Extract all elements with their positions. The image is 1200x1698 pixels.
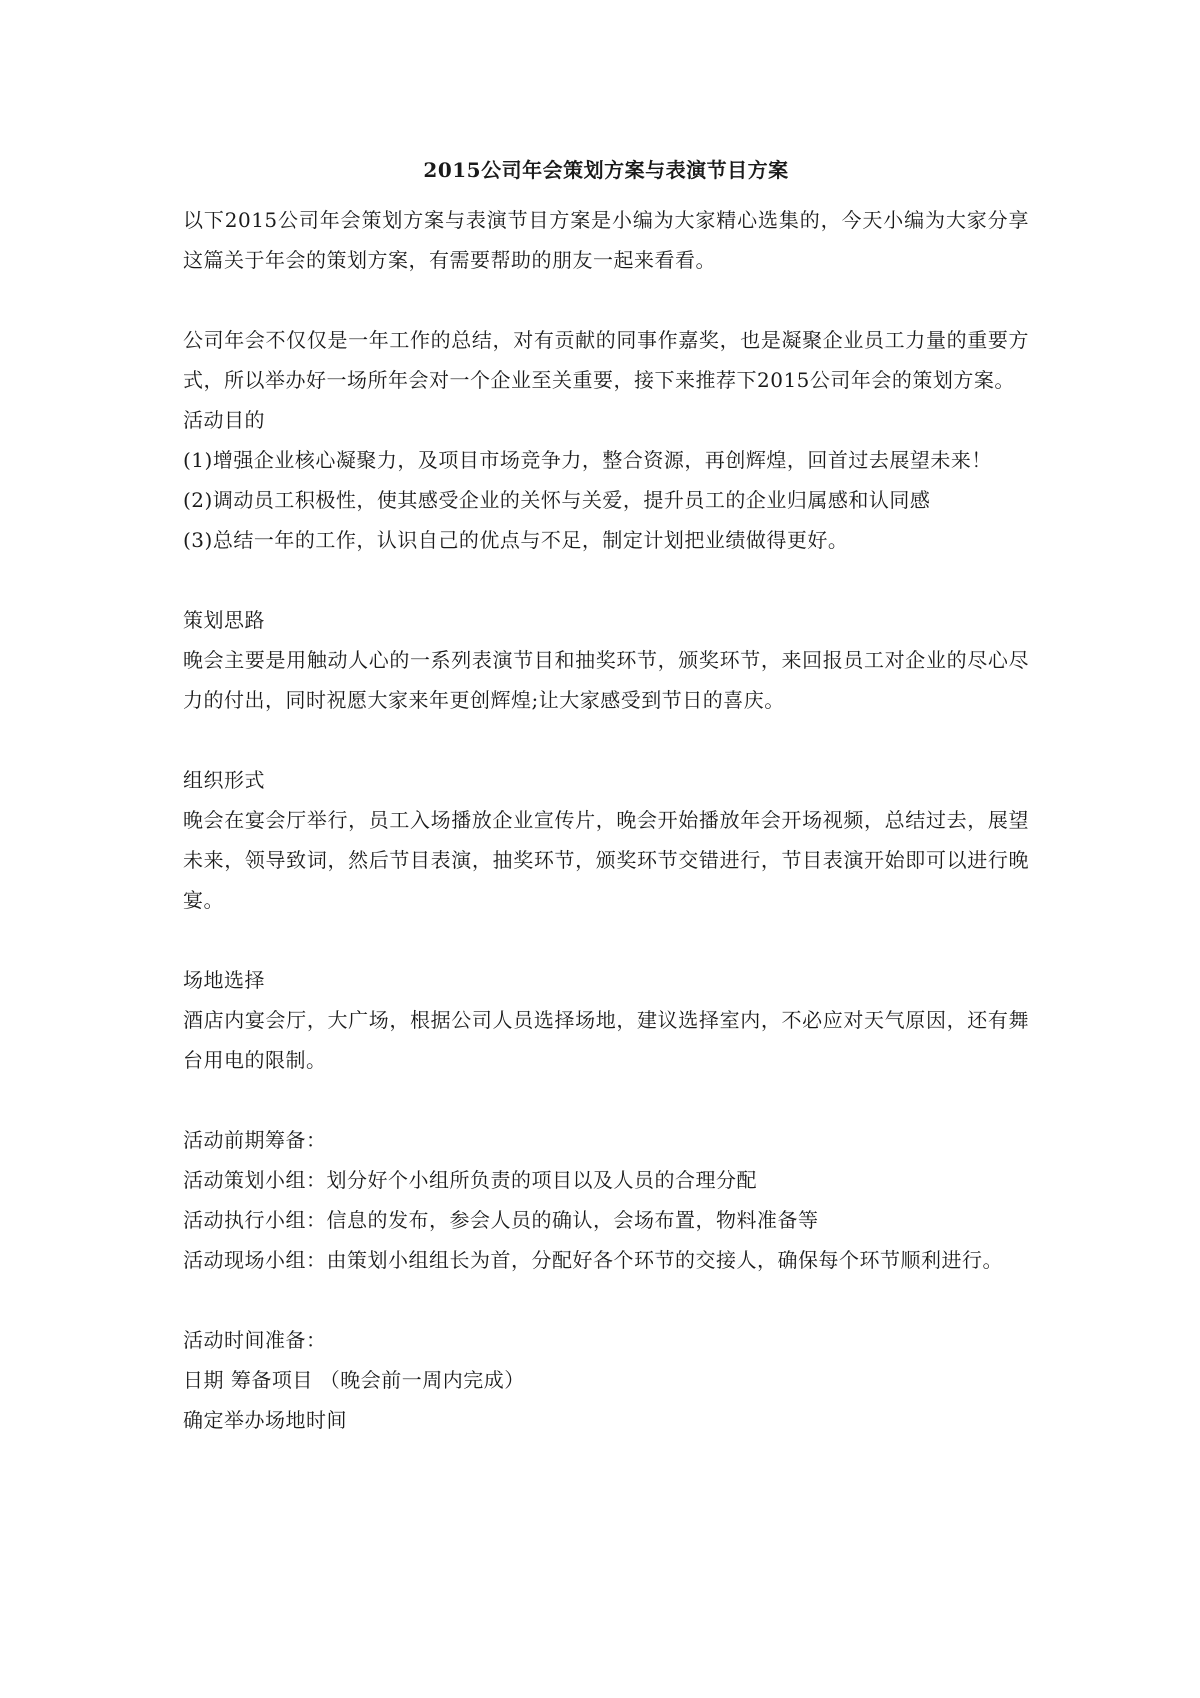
format-paragraph: 晚会在宴会厅举行，员工入场播放企业宣传片，晚会开始播放年会开场视频，总结过去，展望未来，领导致词，然后节目表演，抽奖环节，颁奖环节交错进行，节目表演开始即可以进行晚宴。 — [183, 808, 1029, 912]
preparation-item: 活动现场小组：由策划小组组长为首，分配好各个环节的交接人，确保每个环节顺利进行。 — [183, 1248, 1003, 1272]
blank-line — [183, 1080, 1029, 1120]
document-body — [183, 150, 1029, 1440]
planning-heading: 策划思路 — [183, 608, 265, 632]
timeline-item: 确定举办场地时间 — [183, 1408, 347, 1432]
purpose-item: (3)总结一年的工作，认识自己的优点与不足，制定计划把业绩做得更好。 — [183, 528, 849, 552]
timeline-heading: 活动时间准备： — [183, 1328, 327, 1352]
preparation-heading: 活动前期筹备： — [183, 1128, 327, 1152]
blank-line — [183, 920, 1029, 960]
format-heading: 组织形式 — [183, 768, 265, 792]
blank-line — [183, 560, 1029, 600]
blank-line — [183, 1280, 1029, 1320]
overview-paragraph: 公司年会不仅仅是一年工作的总结，对有贡献的同事作嘉奖，也是凝聚企业员工力量的重要方式，所以举办好一场所年会对一个企业至关重要，接下来推荐下2015公司年会的策划方案。 — [183, 328, 1029, 392]
purpose-item: (2)调动员工积极性，使其感受企业的关怀与关爱，提升员工的企业归属感和认同感 — [183, 488, 931, 512]
preparation-item: 活动策划小组：划分好个小组所负责的项目以及人员的合理分配 — [183, 1168, 757, 1192]
purpose-item: (1)增强企业核心凝聚力，及项目市场竞争力，整合资源，再创辉煌，回首过去展望未来！ — [183, 448, 992, 472]
intro-paragraph: 以下2015公司年会策划方案与表演节目方案是小编为大家精心选集的，今天小编为大家分享这篇关于年会的策划方案，有需要帮助的朋友一起来看看。 — [183, 208, 1029, 272]
timeline-item: 日期 筹备项目 （晚会前一周内完成） — [183, 1368, 525, 1392]
blank-line — [183, 280, 1029, 320]
venue-heading: 场地选择 — [183, 968, 265, 992]
planning-paragraph: 晚会主要是用触动人心的一系列表演节目和抽奖环节，颁奖环节，来回报员工对企业的尽心尽力的付出，同时祝愿大家来年更创辉煌;让大家感受到节日的喜庆。 — [183, 648, 1029, 712]
preparation-item: 活动执行小组：信息的发布，参会人员的确认，会场布置，物料准备等 — [183, 1208, 819, 1232]
blank-line — [183, 720, 1029, 760]
purpose-heading: 活动目的 — [183, 408, 265, 432]
document-title: 2015公司年会策划方案与表演节目方案 — [423, 158, 789, 182]
venue-paragraph: 酒店内宴会厅，大广场，根据公司人员选择场地，建议选择室内，不必应对天气原因，还有舞台用电的限制。 — [183, 1008, 1029, 1072]
